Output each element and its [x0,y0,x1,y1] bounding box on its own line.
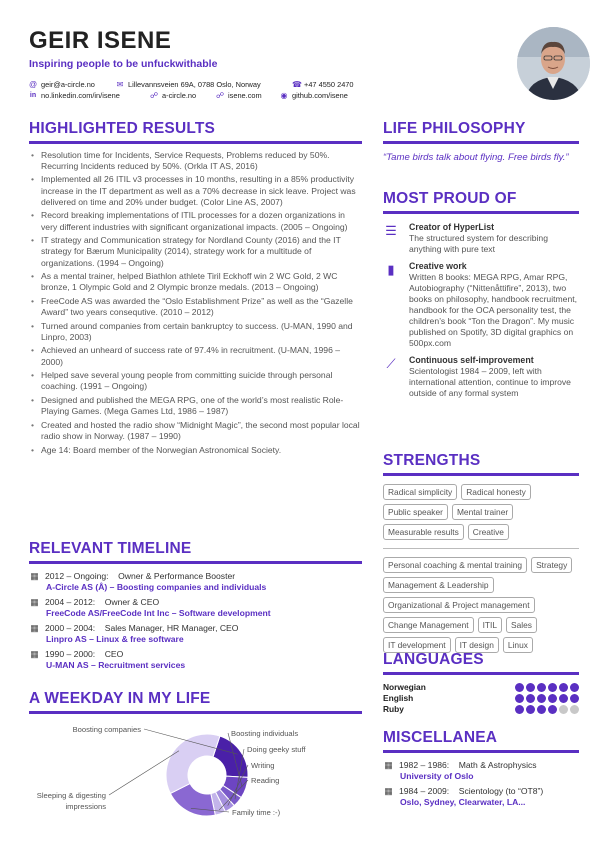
calendar-icon: ▦ [30,622,39,633]
section-rule [29,561,362,564]
link-icon: ☍ [150,91,159,100]
profile-photo [517,27,590,100]
phone-icon: ☎ [292,80,302,89]
proud-title: Continuous self-improvement [409,354,534,365]
level-dot [537,705,546,714]
philosophy-heading: LIFE PHILOSOPHY [383,120,526,137]
level-dot [537,683,546,692]
strength-tag: Mental trainer [452,504,513,520]
strengths-tags [383,484,579,540]
level-dot [515,694,524,703]
language-level [515,683,579,692]
timeline-list [29,571,362,671]
pie-label: Doing geeky stuff [247,745,306,754]
calendar-icon: ▦ [30,648,39,659]
contact-github[interactable]: ◉ github.com/isene [280,91,348,100]
timeline-line [383,760,579,771]
timeline-period: 1984 – 2009: Scientology (to “OT8”) [399,785,544,796]
timeline-item [29,571,362,593]
languages-heading: LANGUAGES [383,651,484,668]
level-dot [548,694,557,703]
at-icon: @ [29,80,38,89]
result-item: • Record breaking implementations of ITIL processes for a dozen organizations in very different industries with significant organizational impacts. (2005 – Ongoing) [29,210,362,232]
level-dot [515,705,524,714]
proud-list [383,222,579,399]
strengths-section [383,452,579,653]
proud-title: Creator of HyperList [409,221,495,232]
level-dot [526,705,535,714]
proud-item [383,355,579,399]
tag-divider [383,548,579,549]
contact-linkedin[interactable]: in no.linkedin.com/in/isene [29,91,120,100]
chart-line-icon: ⟋ [386,355,396,371]
section-rule [29,711,362,714]
section-rule [383,473,579,476]
level-dot [559,705,568,714]
skills-tags [383,557,579,653]
pie-label: Sleeping & digesting impressions [36,791,106,811]
highlighted-results-section [29,120,362,458]
highlighted-results-heading: HIGHLIGHTED RESULTS [29,120,216,137]
strength-tag: Change Management [383,617,474,633]
strength-tag: Public speaker [383,504,448,520]
strength-tag: IT development [383,637,451,653]
timeline-item [383,760,579,782]
proud-item [383,261,579,349]
proud-item [383,222,579,255]
result-item: • Age 14: Board member of the Norwegian Astronomical Society. [29,445,362,456]
section-rule [383,672,579,675]
weekday-section [29,690,362,714]
language-name: English [383,693,414,703]
section-rule [29,141,362,144]
result-item: • IT strategy and Communication strategy for Nordland County (2016) and the IT strategy for Bærum Municipality (2014), strategy work for a multitude of organizations. (1994 – Ongoing) [29,235,362,269]
strength-tag: Management & Leadership [383,577,494,593]
section-rule [383,750,579,753]
results-list [29,150,362,456]
timeline-organization: Linpro AS – Linux & free software [46,633,184,644]
language-level [515,705,579,714]
timeline-period: 1990 – 2000: CEO [45,648,124,659]
proud-section [383,190,579,405]
level-dot [570,705,579,714]
strength-tag: Creative [468,524,509,540]
philosophy-section [383,120,579,164]
pie-label: Boosting companies [72,725,141,734]
timeline-period: 1982 – 1986: Math & Astrophysics [399,759,537,770]
timeline-organization: Oslo, Sydney, Clearwater, LA... [400,796,526,807]
section-rule [383,211,579,214]
philosophy-quote: “Tame birds talk about flying. Free birds fly.” [383,151,569,163]
strength-tag: Radical honesty [461,484,531,500]
contact-site-2[interactable]: ☍ isene.com [216,91,262,100]
result-item: • As a mental trainer, helped Biathlon athlete Tiril Eckhoff win 2 WC Gold, 2 WC bronze, 1 Olympic Gold and 2 Olympic bronze medals. (2013 – Ongoing) [29,271,362,293]
language-row [383,693,579,704]
strength-tag: Organizational & Project management [383,597,535,613]
strength-tag: Strategy [531,557,572,573]
result-item: • Designed and published the MEGA RPG, one of the world’s most realistic Role-Playing Games. (Mega Games Ltd, 1986 – 1987) [29,395,362,417]
proud-description: Scientologist 1984 – 2009, left with international attention, continue to improve outside of any formal system [409,365,571,398]
weekday-heading: A WEEKDAY IN MY LIFE [29,690,211,707]
proud-body [409,222,579,255]
person-name: GEIR ISENE [29,27,172,54]
timeline-period: 2000 – 2004: Sales Manager, HR Manager, CEO [45,622,239,633]
proud-body [409,355,579,399]
timeline-item [383,786,579,808]
calendar-icon: ▦ [30,570,39,581]
strength-tag: Sales [506,617,537,633]
contact-site-1[interactable]: ☍ a-circle.no [150,91,197,100]
strength-tag: Radical simplicity [383,484,457,500]
level-dot [570,694,579,703]
misc-heading: MISCELLANEA [383,729,498,746]
tagline: Inspiring people to be unfuckwithable [29,58,218,70]
timeline-heading: RELEVANT TIMELINE [29,540,192,557]
proud-body [409,261,579,349]
level-dot [548,683,557,692]
languages-section [383,651,579,715]
timeline-organization: U-MAN AS – Recruitment services [46,659,186,670]
timeline-item [29,649,362,671]
weekday-pie-chart [29,718,362,828]
language-row [383,682,579,693]
timeline-line [29,571,362,582]
timeline-period: 2012 – Ongoing: Owner & Performance Booster [45,570,236,581]
result-item: • FreeCode AS was awarded the “Oslo Establishment Prize” as well as the “Gazelle Award” two years consequtive. (2010 – 2012) [29,296,362,318]
level-dot [526,694,535,703]
contact-address: ✉ Lillevannsveien 69A, 0788 Oslo, Norway [116,80,261,89]
proud-description: Written 8 books: MEGA RPG, Amar RPG, Autobiography (“Nittenåttifire”, 2013), two books on philosophy, handbook recruitment, handbook for the OCA personality test, the children’s book “Ton the Dragon”. My music published on Spotify, 3D digital graphics on 500px.com [409,271,578,348]
strength-tag: Measurable results [383,524,464,540]
github-icon: ◉ [280,91,288,100]
strengths-heading: STRENGTHS [383,452,481,469]
language-level [515,694,579,703]
language-name: Ruby [383,704,404,714]
pie-slice [166,734,220,793]
link-icon: ☍ [216,91,225,100]
calendar-icon: ▦ [384,785,393,796]
timeline-period: 2004 – 2012: Owner & CEO [45,596,160,607]
timeline-line [29,649,362,660]
level-dot [570,683,579,692]
result-item: • Helped save several young people from committing suicide through personal coaching. (1991 – Ongoing) [29,370,362,392]
book-icon: ▮ [387,261,395,277]
level-dot [548,705,557,714]
result-item: • Created and hosted the radio show “Midnight Magic”, the second most popular local radio show in Norway. (1987 – 1990) [29,420,362,442]
language-name: Norwegian [383,682,426,692]
language-row [383,704,579,715]
envelope-icon: ✉ [116,80,124,89]
misc-section [383,729,579,812]
timeline-line [383,786,579,797]
proud-title: Creative work [409,260,467,271]
strength-tag: ITIL [478,617,502,633]
languages-list [383,682,579,715]
timeline-item [29,597,362,619]
contact-phone[interactable]: ☎ +47 4550 2470 [292,80,354,89]
timeline-line [29,623,362,634]
result-item: • Achieved an unheard of success rate of 97.4% in recruitment. (U-MAN, 1996 – 2000) [29,345,362,367]
calendar-icon: ▦ [384,759,393,770]
timeline-item [29,623,362,645]
pie-label: Writing [251,761,275,770]
level-dot [559,694,568,703]
contact-email[interactable]: @ geir@a-circle.no [29,80,95,89]
timeline-organization: University of Oslo [400,770,474,781]
pie-label: Boosting individuals [231,729,299,738]
level-dot [526,683,535,692]
timeline-organization: FreeCode AS/FreeCode Int Inc – Software development [46,607,271,618]
timeline-section [29,540,362,675]
level-dot [515,683,524,692]
result-item: • Turned around companies from certain bankruptcy to success. (U-MAN, 1990 and Linpro, 2003) [29,321,362,343]
pie-label: Reading [251,776,280,785]
misc-list [383,760,579,808]
pie-label: Family time :-) [232,808,281,817]
level-dot [537,694,546,703]
list-icon: ☰ [385,222,397,238]
strength-tag: Linux [503,637,533,653]
timeline-line [29,597,362,608]
linkedin-icon: in [29,92,37,99]
strength-tag: IT design [455,637,499,653]
result-item: • Implemented all 26 ITIL v3 processes in 10 months, resulting in a 85% productivity increase in the IT department as well as a 70% decrease in sick leave. Project was delivered on time and 20% under budget. (Color Line AS, 2007) [29,174,362,208]
calendar-icon: ▦ [30,596,39,607]
proud-heading: MOST PROUD OF [383,190,517,207]
strength-tag: Personal coaching & mental training [383,557,527,573]
level-dot [559,683,568,692]
section-rule [383,141,579,144]
timeline-organization: A-Circle AS (Å) – Boosting companies and individuals [46,581,267,592]
proud-description: The structured system for describing anything with pure text [409,232,548,254]
result-item: • Resolution time for Incidents, Service Requests, Problems reduced by 50%. Recurring Incidents reduced by 50%. (Orkla IT AS, 2016) [29,150,362,172]
